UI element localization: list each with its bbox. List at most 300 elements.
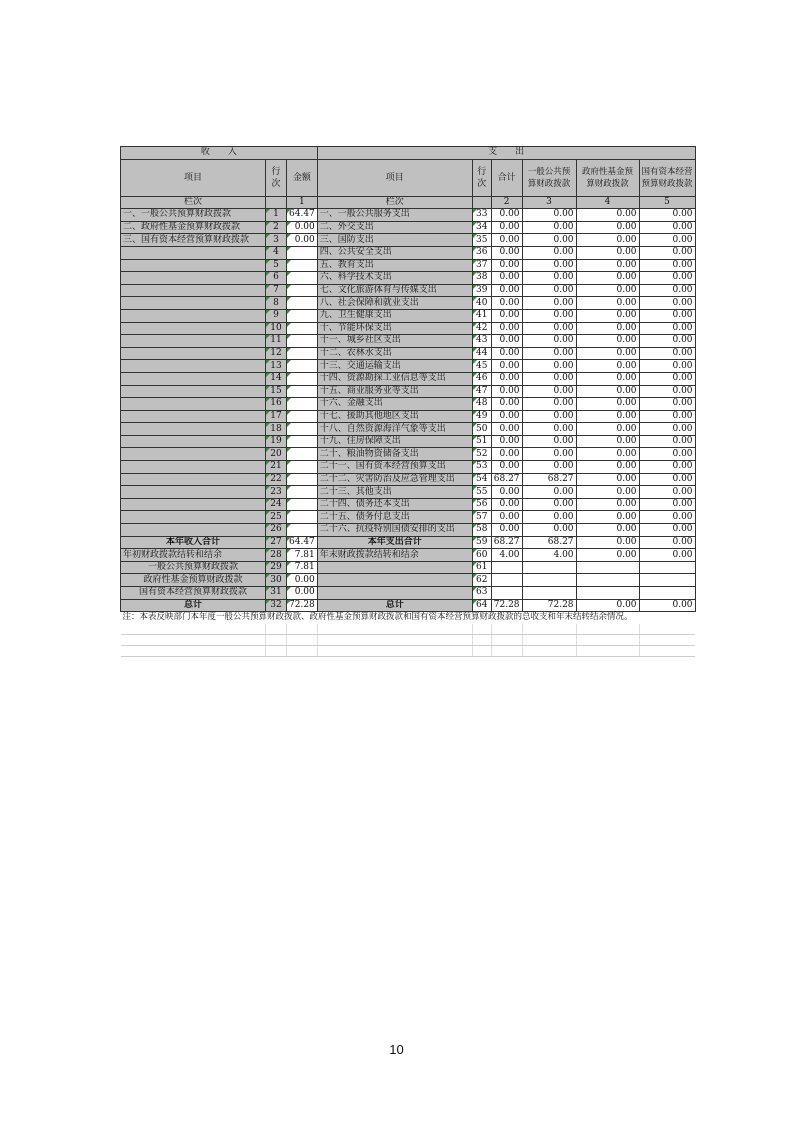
column-index-row <box>121 196 696 209</box>
fund-cell: 0.00 <box>576 347 639 360</box>
expense-row-no: 48 <box>472 398 491 411</box>
blank-row <box>121 624 696 635</box>
state-cell: 0.00 <box>639 461 695 474</box>
general-cell: 0.00 <box>522 360 576 373</box>
income-row-no: 28 <box>266 549 287 562</box>
income-row-no: 1 <box>266 209 287 222</box>
income-amount <box>287 272 318 285</box>
table-row <box>121 385 696 398</box>
income-row-no: 17 <box>266 410 287 423</box>
blank-cell <box>121 624 266 635</box>
income-row-no: 29 <box>266 561 287 574</box>
income-item <box>121 511 266 524</box>
state-cell: 0.00 <box>639 410 695 423</box>
income-row-no: 24 <box>266 498 287 511</box>
table-row <box>121 309 696 322</box>
year-total-row <box>121 536 696 549</box>
expense-row-no: 59 <box>472 536 491 549</box>
table-row <box>121 524 696 537</box>
fund-cell: 0.00 <box>576 536 639 549</box>
state-cell: 0.00 <box>639 435 695 448</box>
income-row-no: 25 <box>266 511 287 524</box>
budget-table <box>120 146 696 657</box>
fund-cell: 0.00 <box>576 398 639 411</box>
expense-row-no: 64 <box>472 599 491 612</box>
blank-cell <box>576 645 639 656</box>
blank-cell <box>576 624 639 635</box>
expense-row-no: 52 <box>472 448 491 461</box>
general-cell: 68.27 <box>522 473 576 486</box>
expense-item: 十六、金融支出 <box>317 398 472 411</box>
state-cell: 0.00 <box>639 549 695 562</box>
income-item <box>121 309 266 322</box>
total-cell: 0.00 <box>491 398 522 411</box>
expense-item: 八、社会保障和就业支出 <box>317 297 472 310</box>
income-amount: 0.00 <box>287 587 318 600</box>
fund-cell: 0.00 <box>576 234 639 247</box>
income-row-no: 31 <box>266 587 287 600</box>
index-2: 2 <box>491 196 522 209</box>
general-cell: 0.00 <box>522 259 576 272</box>
income-item: 总计 <box>121 599 266 612</box>
fund-cell: 0.00 <box>576 284 639 297</box>
total-cell: 0.00 <box>491 410 522 423</box>
expense-row-no: 39 <box>472 284 491 297</box>
expense-row-no: 33 <box>472 209 491 222</box>
income-amount <box>287 297 318 310</box>
col-fund: 政府性基金预算财政拨款 <box>576 159 639 196</box>
income-row-no: 2 <box>266 221 287 234</box>
table-row <box>121 372 696 385</box>
income-amount <box>287 448 318 461</box>
total-cell: 0.00 <box>491 524 522 537</box>
income-amount <box>287 284 318 297</box>
income-row-no: 3 <box>266 234 287 247</box>
expense-item: 总计 <box>317 599 472 612</box>
income-row-no: 22 <box>266 473 287 486</box>
blank-cell <box>576 634 639 645</box>
total-cell <box>491 574 522 587</box>
expense-item: 十一、城乡社区支出 <box>317 335 472 348</box>
state-cell: 0.00 <box>639 448 695 461</box>
fund-cell: 0.00 <box>576 322 639 335</box>
state-cell: 0.00 <box>639 599 695 612</box>
total-cell: 0.00 <box>491 209 522 222</box>
state-cell: 0.00 <box>639 309 695 322</box>
expense-item: 十五、商业服务业等支出 <box>317 385 472 398</box>
income-amount <box>287 347 318 360</box>
blank-cell <box>522 645 576 656</box>
fund-cell: 0.00 <box>576 524 639 537</box>
general-cell: 0.00 <box>522 486 576 499</box>
fund-cell: 0.00 <box>576 335 639 348</box>
income-item <box>121 297 266 310</box>
total-cell: 0.00 <box>491 498 522 511</box>
general-cell: 0.00 <box>522 209 576 222</box>
total-cell: 0.00 <box>491 461 522 474</box>
income-item <box>121 335 266 348</box>
expense-item: 十三、交通运输支出 <box>317 360 472 373</box>
income-amount <box>287 486 318 499</box>
blank-cell <box>317 645 472 656</box>
blank-cell <box>317 634 472 645</box>
state-cell: 0.00 <box>639 473 695 486</box>
income-amount <box>287 309 318 322</box>
expense-header: 支 出 <box>317 147 695 160</box>
income-row-no: 23 <box>266 486 287 499</box>
table-row <box>121 398 696 411</box>
table-row <box>121 246 696 259</box>
general-cell: 0.00 <box>522 234 576 247</box>
state-cell <box>639 587 695 600</box>
state-cell: 0.00 <box>639 536 695 549</box>
fund-cell: 0.00 <box>576 372 639 385</box>
income-row-no: 20 <box>266 448 287 461</box>
income-item <box>121 347 266 360</box>
total-cell: 0.00 <box>491 322 522 335</box>
table-row <box>121 259 696 272</box>
expense-row-no: 63 <box>472 587 491 600</box>
carry-sub-row <box>121 561 696 574</box>
general-cell: 0.00 <box>522 322 576 335</box>
total-cell: 0.00 <box>491 221 522 234</box>
expense-row-no: 46 <box>472 372 491 385</box>
blank-cell <box>491 634 522 645</box>
carry-sub-row <box>121 587 696 600</box>
expense-row-no: 38 <box>472 272 491 285</box>
expense-item: 五、教育支出 <box>317 259 472 272</box>
income-item: 本年收入合计 <box>121 536 266 549</box>
general-cell: 68.27 <box>522 536 576 549</box>
table-row <box>121 360 696 373</box>
table-row <box>121 423 696 436</box>
table-row <box>121 486 696 499</box>
table-row <box>121 209 696 222</box>
total-cell: 0.00 <box>491 372 522 385</box>
table-row <box>121 461 696 474</box>
expense-row-no: 43 <box>472 335 491 348</box>
expense-item: 六、科学技术支出 <box>317 272 472 285</box>
income-row-no: 5 <box>266 259 287 272</box>
general-cell: 0.00 <box>522 461 576 474</box>
general-cell <box>522 574 576 587</box>
income-amount <box>287 423 318 436</box>
fund-cell: 0.00 <box>576 435 639 448</box>
income-row-no: 4 <box>266 246 287 259</box>
total-cell: 0.00 <box>491 385 522 398</box>
general-cell: 0.00 <box>522 372 576 385</box>
state-cell: 0.00 <box>639 486 695 499</box>
blank-cell <box>472 624 491 635</box>
income-item <box>121 322 266 335</box>
income-item <box>121 435 266 448</box>
general-cell: 0.00 <box>522 511 576 524</box>
fund-cell: 0.00 <box>576 461 639 474</box>
blank-cell <box>287 624 318 635</box>
blank-cell <box>491 624 522 635</box>
col-item: 项目 <box>121 159 266 196</box>
income-item <box>121 360 266 373</box>
general-cell <box>522 561 576 574</box>
table-row <box>121 498 696 511</box>
income-item: 政府性基金预算财政拨款 <box>121 574 266 587</box>
expense-item: 七、文化旅游体育与传媒支出 <box>317 284 472 297</box>
blank-cell <box>121 645 266 656</box>
general-cell: 0.00 <box>522 448 576 461</box>
blank-cell <box>266 634 287 645</box>
income-row-no: 6 <box>266 272 287 285</box>
index-5: 5 <box>639 196 695 209</box>
expense-row-no: 56 <box>472 498 491 511</box>
income-item: 一般公共预算财政拨款 <box>121 561 266 574</box>
expense-row-no: 61 <box>472 561 491 574</box>
income-item <box>121 486 266 499</box>
income-amount <box>287 498 318 511</box>
expense-item: 九、卫生健康支出 <box>317 309 472 322</box>
expense-row-no: 37 <box>472 259 491 272</box>
expense-row-no: 54 <box>472 473 491 486</box>
income-item <box>121 372 266 385</box>
state-cell: 0.00 <box>639 511 695 524</box>
income-amount: 64.47 <box>287 536 318 549</box>
expense-item: 二十二、灾害防治及应急管理支出 <box>317 473 472 486</box>
income-item: 二、政府性基金预算财政拨款 <box>121 221 266 234</box>
state-cell: 0.00 <box>639 385 695 398</box>
expense-row-no: 60 <box>472 549 491 562</box>
expense-row-no: 51 <box>472 435 491 448</box>
income-amount <box>287 335 318 348</box>
expense-row-no: 47 <box>472 385 491 398</box>
state-cell: 0.00 <box>639 335 695 348</box>
income-row-no: 11 <box>266 335 287 348</box>
section-header-row <box>121 147 696 160</box>
expense-item: 十九、住房保障支出 <box>317 435 472 448</box>
income-row-no: 26 <box>266 524 287 537</box>
expense-row-no: 55 <box>472 486 491 499</box>
total-cell: 68.27 <box>491 473 522 486</box>
income-amount: 0.00 <box>287 574 318 587</box>
index-4: 4 <box>576 196 639 209</box>
blank-row <box>121 634 696 645</box>
expense-row-no: 50 <box>472 423 491 436</box>
general-cell: 0.00 <box>522 498 576 511</box>
total-cell: 0.00 <box>491 448 522 461</box>
income-row-no: 27 <box>266 536 287 549</box>
expense-row-no: 41 <box>472 309 491 322</box>
income-item <box>121 461 266 474</box>
note-row <box>121 612 696 624</box>
state-cell <box>639 561 695 574</box>
fund-cell: 0.00 <box>576 473 639 486</box>
state-cell: 0.00 <box>639 423 695 436</box>
expense-row-no: 36 <box>472 246 491 259</box>
expense-item: 一、一般公共服务支出 <box>317 209 472 222</box>
state-cell: 0.00 <box>639 209 695 222</box>
total-cell: 0.00 <box>491 297 522 310</box>
total-cell: 0.00 <box>491 486 522 499</box>
general-cell <box>522 587 576 600</box>
state-cell: 0.00 <box>639 272 695 285</box>
expense-item <box>317 587 472 600</box>
expense-item: 本年支出合计 <box>317 536 472 549</box>
state-cell: 0.00 <box>639 372 695 385</box>
total-cell: 0.00 <box>491 259 522 272</box>
income-row-no: 7 <box>266 284 287 297</box>
state-cell: 0.00 <box>639 524 695 537</box>
expense-item <box>317 574 472 587</box>
income-amount <box>287 372 318 385</box>
income-item <box>121 473 266 486</box>
table-row <box>121 335 696 348</box>
general-cell: 0.00 <box>522 423 576 436</box>
fund-cell <box>576 587 639 600</box>
general-cell: 0.00 <box>522 297 576 310</box>
fund-cell: 0.00 <box>576 549 639 562</box>
income-row-no: 12 <box>266 347 287 360</box>
fund-cell: 0.00 <box>576 498 639 511</box>
index-label2: 栏次 <box>317 196 472 209</box>
col-item2: 项目 <box>317 159 472 196</box>
expense-row-no: 49 <box>472 410 491 423</box>
col-total: 合计 <box>491 159 522 196</box>
table-row <box>121 435 696 448</box>
expense-item: 十八、自然资源海洋气象等支出 <box>317 423 472 436</box>
income-amount: 64.47 <box>287 209 318 222</box>
expense-item: 十七、援助其他地区支出 <box>317 410 472 423</box>
blank-cell <box>317 624 472 635</box>
income-row-no: 32 <box>266 599 287 612</box>
income-amount <box>287 360 318 373</box>
fund-cell: 0.00 <box>576 309 639 322</box>
grand-total-row <box>121 599 696 612</box>
blank-cell <box>472 634 491 645</box>
income-row-no: 16 <box>266 398 287 411</box>
general-cell: 0.00 <box>522 347 576 360</box>
carry-sub-row <box>121 574 696 587</box>
col-row: 行次 <box>266 159 287 196</box>
income-header: 收 入 <box>121 147 318 160</box>
income-amount <box>287 385 318 398</box>
col-general: 一般公共预算财政拨款 <box>522 159 576 196</box>
table-note: 注：本表反映部门本年度一般公共预算财政拨款、政府性基金预算财政拨款和国有资本经营预算财政拨款的总收支和年末结转结余情况。 <box>121 612 696 624</box>
income-row-no: 9 <box>266 309 287 322</box>
income-amount <box>287 524 318 537</box>
expense-item: 二十、粮油物资储备支出 <box>317 448 472 461</box>
blank-row <box>121 645 696 656</box>
total-cell: 0.00 <box>491 272 522 285</box>
index-label: 栏次 <box>121 196 266 209</box>
table-row <box>121 347 696 360</box>
income-item <box>121 259 266 272</box>
general-cell: 0.00 <box>522 272 576 285</box>
expense-item: 二十一、国有资本经营预算支出 <box>317 461 472 474</box>
expense-row-no: 58 <box>472 524 491 537</box>
col-state: 国有资本经营预算财政拨款 <box>639 159 695 196</box>
expense-item: 十、节能环保支出 <box>317 322 472 335</box>
expense-row-no: 53 <box>472 461 491 474</box>
income-amount: 0.00 <box>287 221 318 234</box>
blank-cell <box>639 624 695 635</box>
blank-cell <box>266 645 287 656</box>
fund-cell: 0.00 <box>576 599 639 612</box>
general-cell: 72.28 <box>522 599 576 612</box>
state-cell: 0.00 <box>639 297 695 310</box>
fund-cell: 0.00 <box>576 272 639 285</box>
expense-item: 十四、资源勘探工业信息等支出 <box>317 372 472 385</box>
fund-cell: 0.00 <box>576 423 639 436</box>
total-cell: 0.00 <box>491 234 522 247</box>
income-item: 国有资本经营预算财政拨款 <box>121 587 266 600</box>
income-item <box>121 385 266 398</box>
expense-item: 二、外交支出 <box>317 221 472 234</box>
expense-item: 二十三、其他支出 <box>317 486 472 499</box>
income-amount: 7.81 <box>287 561 318 574</box>
fund-cell: 0.00 <box>576 486 639 499</box>
total-cell <box>491 587 522 600</box>
income-amount <box>287 511 318 524</box>
state-cell: 0.00 <box>639 322 695 335</box>
fund-cell: 0.00 <box>576 360 639 373</box>
general-cell: 4.00 <box>522 549 576 562</box>
state-cell: 0.00 <box>639 259 695 272</box>
income-amount <box>287 473 318 486</box>
general-cell: 0.00 <box>522 309 576 322</box>
income-row-no: 21 <box>266 461 287 474</box>
income-row-no: 30 <box>266 574 287 587</box>
blank-cell <box>639 634 695 645</box>
fund-cell: 0.00 <box>576 385 639 398</box>
income-item: 三、国有资本经营预算财政拨款 <box>121 234 266 247</box>
general-cell: 0.00 <box>522 398 576 411</box>
state-cell: 0.00 <box>639 284 695 297</box>
fund-cell: 0.00 <box>576 246 639 259</box>
total-cell: 68.27 <box>491 536 522 549</box>
fund-cell: 0.00 <box>576 448 639 461</box>
total-cell: 0.00 <box>491 423 522 436</box>
state-cell: 0.00 <box>639 398 695 411</box>
general-cell: 0.00 <box>522 410 576 423</box>
income-amount <box>287 322 318 335</box>
income-item <box>121 272 266 285</box>
income-item <box>121 524 266 537</box>
expense-item: 二十六、抗疫特别国债安排的支出 <box>317 524 472 537</box>
total-cell: 0.00 <box>491 335 522 348</box>
expense-item: 四、公共安全支出 <box>317 246 472 259</box>
expense-row-no: 42 <box>472 322 491 335</box>
table-row <box>121 221 696 234</box>
fund-cell: 0.00 <box>576 259 639 272</box>
total-cell: 4.00 <box>491 549 522 562</box>
col-amount: 金额 <box>287 159 318 196</box>
fund-cell: 0.00 <box>576 209 639 222</box>
income-row-no: 14 <box>266 372 287 385</box>
fund-cell: 0.00 <box>576 511 639 524</box>
blank-cell <box>287 645 318 656</box>
expense-row-no: 35 <box>472 234 491 247</box>
fund-cell: 0.00 <box>576 221 639 234</box>
expense-item <box>317 561 472 574</box>
blank-cell <box>522 634 576 645</box>
table-row <box>121 272 696 285</box>
income-row-no: 13 <box>266 360 287 373</box>
page-number: 10 <box>389 1042 404 1057</box>
expense-item: 二十五、债务付息支出 <box>317 511 472 524</box>
col-row2: 行次 <box>472 159 491 196</box>
income-item <box>121 410 266 423</box>
state-cell <box>639 574 695 587</box>
total-cell: 0.00 <box>491 309 522 322</box>
blank-cell <box>639 645 695 656</box>
